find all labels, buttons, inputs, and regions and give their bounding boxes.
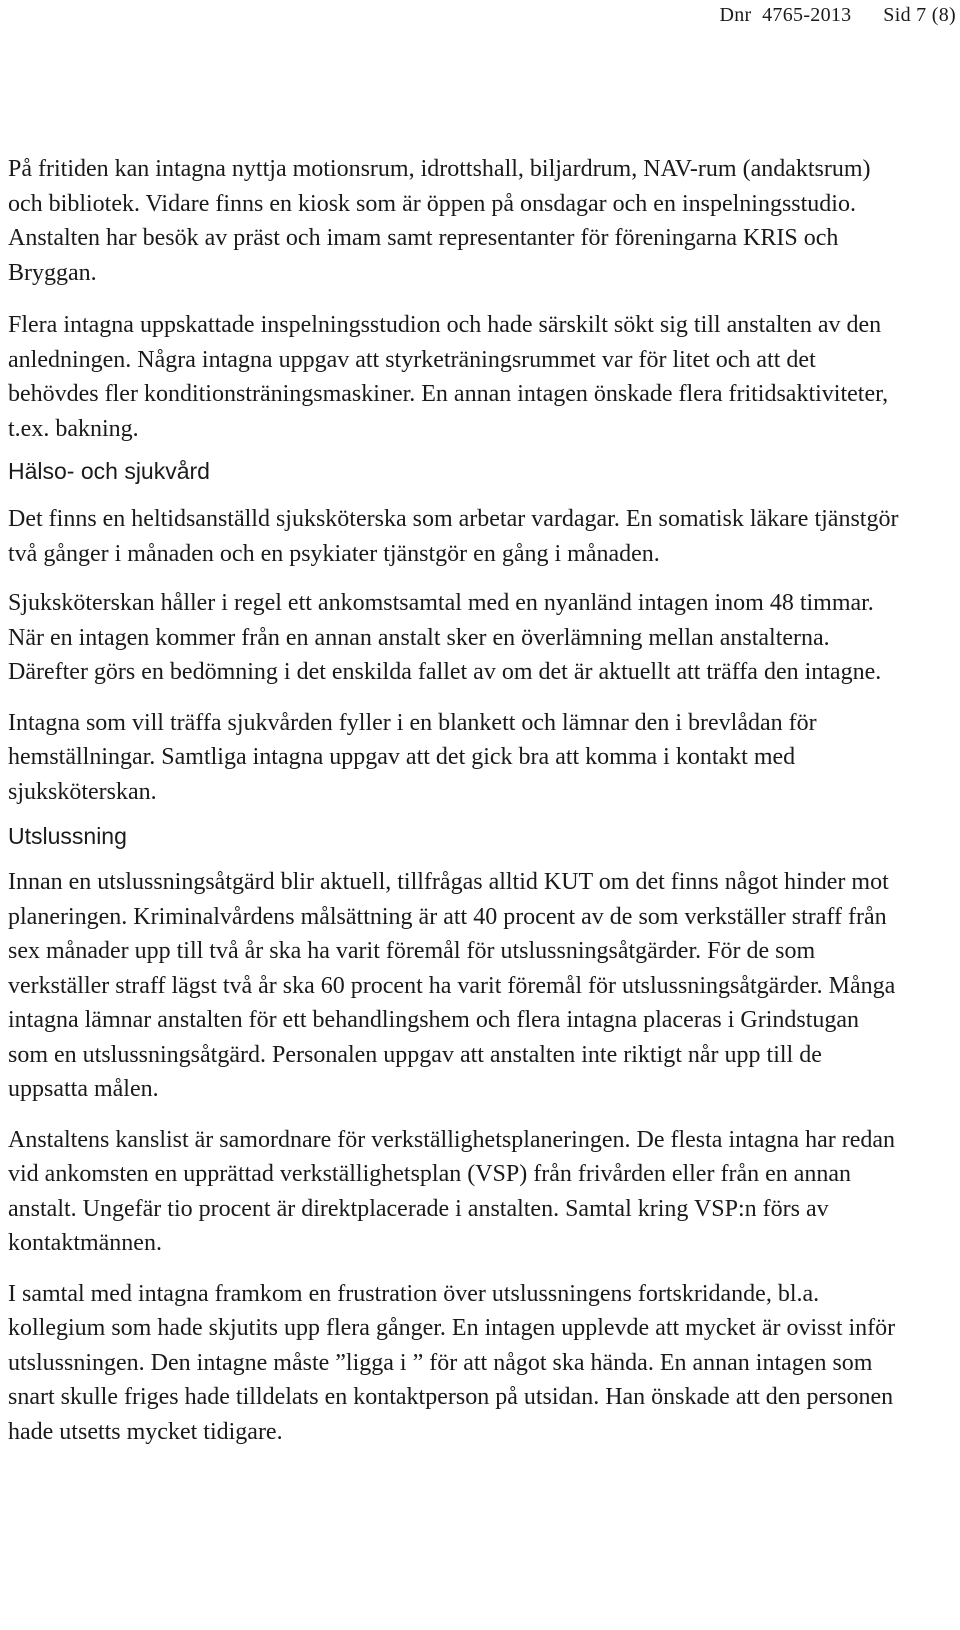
page-header <box>720 4 956 27</box>
page-number: Sid 7 (8) <box>883 4 956 26</box>
paragraph-leisure: På fritiden kan intagna nyttja motionsrum, idrottshall, biljardrum, NAV-rum (andaktsrum) och bibliotek. Vidare finns en kiosk som är öppen på onsdagar och en inspelningsstudio. Anstalten har besök av präst och imam samt representanter för föreningarna KRIS och Bryggan. <box>8 156 871 286</box>
paragraph-health-requests: Intagna som vill träffa sjukvården fyller i en blankett och lämnar den i brevlådan för hemställningar. Samtliga intagna uppgav att det gick bra att komma i kontakt med sjuksköterskan. <box>8 709 817 805</box>
document-body <box>8 152 903 1449</box>
document-reference-number: Dnr 4765-2013 <box>719 4 852 26</box>
paragraph-health-intake: Sjuksköterskan håller i regel ett ankomstsamtal med en nyanländ intagen inom 48 timmar. När en intagen kommer från en annan anstalt sker en överlämning mellan anstalterna. Därefter görs en bedömning i det enskilda fallet av om det är aktuellt att träffa den intagne. <box>8 590 882 685</box>
heading-release: Utslussning <box>8 823 127 849</box>
paragraph-release-planning: Anstaltens kanslist är samordnare för verkställighetsplaneringen. De flesta intagna har redan vid ankomsten en upprättad verkställighetsplan (VSP) från frivården eller från en annan anstalt. Ungefär tio procent är direktplacerade i anstalten. Samtal kring VSP:n förs av kontaktmännen. <box>8 1126 896 1256</box>
paragraph-health-staff: Det finns en heltidsanställd sjuksköterska som arbetar vardagar. En somatisk läkare tjänstgör två gånger i månaden och en psykiater tjänstgör en gång i månaden. <box>8 506 899 567</box>
paragraph-release-goals: Innan en utslussningsåtgärd blir aktuell, tillfrågas alltid KUT om det finns något hinder mot planeringen. Kriminalvårdens målsättning är att 40 procent av de som verkställer straff från sex månader upp till två år ska ha varit föremål för utslussningsåtgärder. För de som verkställer straff lägst två år ska 60 procent ha varit föremål för utslussningsåtgärder. Många intagna lämnar anstalten för ett behandlingshem och flera intagna placeras i Grindstugan som en utslussningsåtgärd. Personalen uppgav att anstalten inte riktigt når upp till de uppsatta målen. <box>8 869 896 1102</box>
paragraph-leisure-opinions: Flera intagna uppskattade inspelningsstudion och hade särskilt sökt sig till anstalten av den anledningen. Några intagna uppgav att styrketräningsrummet var för litet och att det behövdes fler konditionsträningsmaskiner. En annan intagen önskade flera fritidsaktiviteter, t.ex. bakning. <box>8 312 889 442</box>
heading-health-care: Hälso- och sjukvård <box>8 458 210 484</box>
paragraph-release-opinions: I samtal med intagna framkom en frustration över utslussningens fortskridande, bl.a. kollegium som hade skjutits upp flera gånger. En intagen upplevde att mycket är ovisst inför utslussningen. Den intagne måste ”ligga i ” för att något ska hända. En annan intagen som snart skulle friges hade tilldelats en kontaktperson på utsidan. Han önskade att den personen hade utsetts mycket tidigare. <box>8 1280 896 1445</box>
